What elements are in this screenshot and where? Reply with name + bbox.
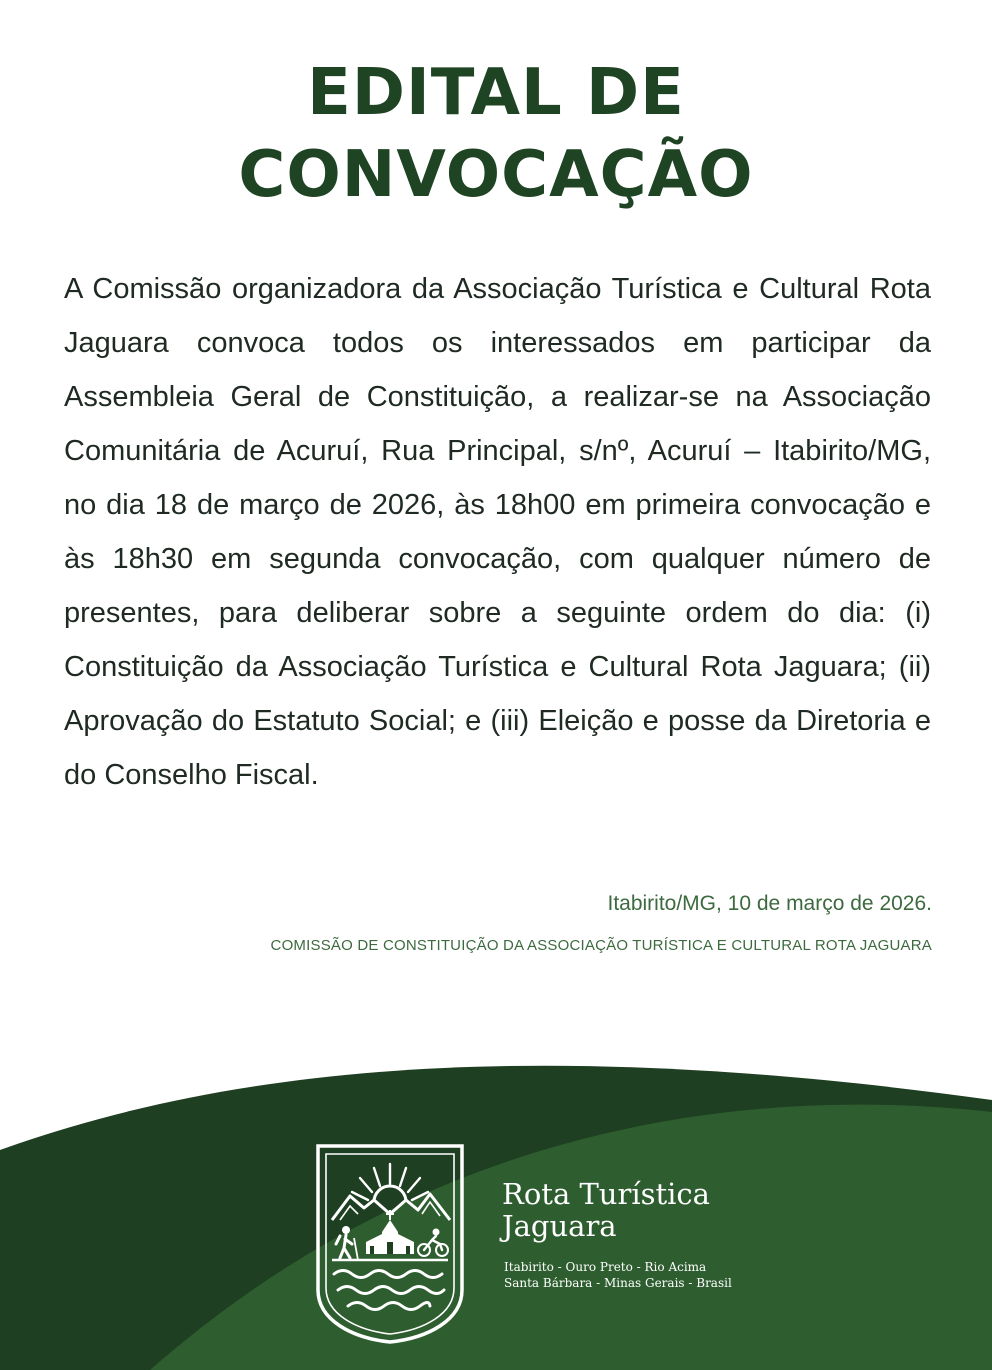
brand-name: [502, 1178, 710, 1242]
brand-places-line-1: Itabirito - Ouro Preto - Rio Acima: [504, 1260, 707, 1274]
page-title: [0, 52, 992, 216]
footer-wave-background: [0, 1040, 992, 1370]
shield-emblem-icon: [308, 1140, 472, 1345]
brand-places: [504, 1259, 732, 1291]
title-line-1: EDITAL DE: [307, 56, 685, 130]
brand-name-line-2: Jaguara: [502, 1209, 617, 1243]
title-line-2: CONVOCAÇÃO: [238, 138, 754, 212]
brand-name-line-1: Rota Turística: [502, 1177, 710, 1211]
convocation-paragraph: A Comissão organizadora da Associação Turística e Cultural Rota Jaguara convoca todos os interessados em participar da Assembleia Geral de Constituição, a realizar-se na Associação Comunitária de Acuruí, Rua Principal, s/nº, Acuruí – Itabirito/MG, no dia 18 de março de 2026, às 18h00 em primeira convocação e às 18h30 em segunda convocação, com qualquer número de presentes, para deliberar sobre a seguinte ordem do dia: (i) Constituição da Associação Turística e Cultural Rota Jaguara; (ii) Aprovação do Estatuto Social; e (iii) Eleição e posse da Diretoria e do Conselho Fiscal.: [64, 273, 931, 791]
brand-places-line-2: Santa Bárbara - Minas Gerais - Brasil: [504, 1276, 732, 1290]
place-date: Itabirito/MG, 10 de março de 2026.: [607, 892, 932, 915]
signature-line: COMISSÃO DE CONSTITUIÇÃO DA ASSOCIAÇÃO TURÍSTICA E CULTURAL ROTA JAGUARA: [270, 937, 932, 954]
